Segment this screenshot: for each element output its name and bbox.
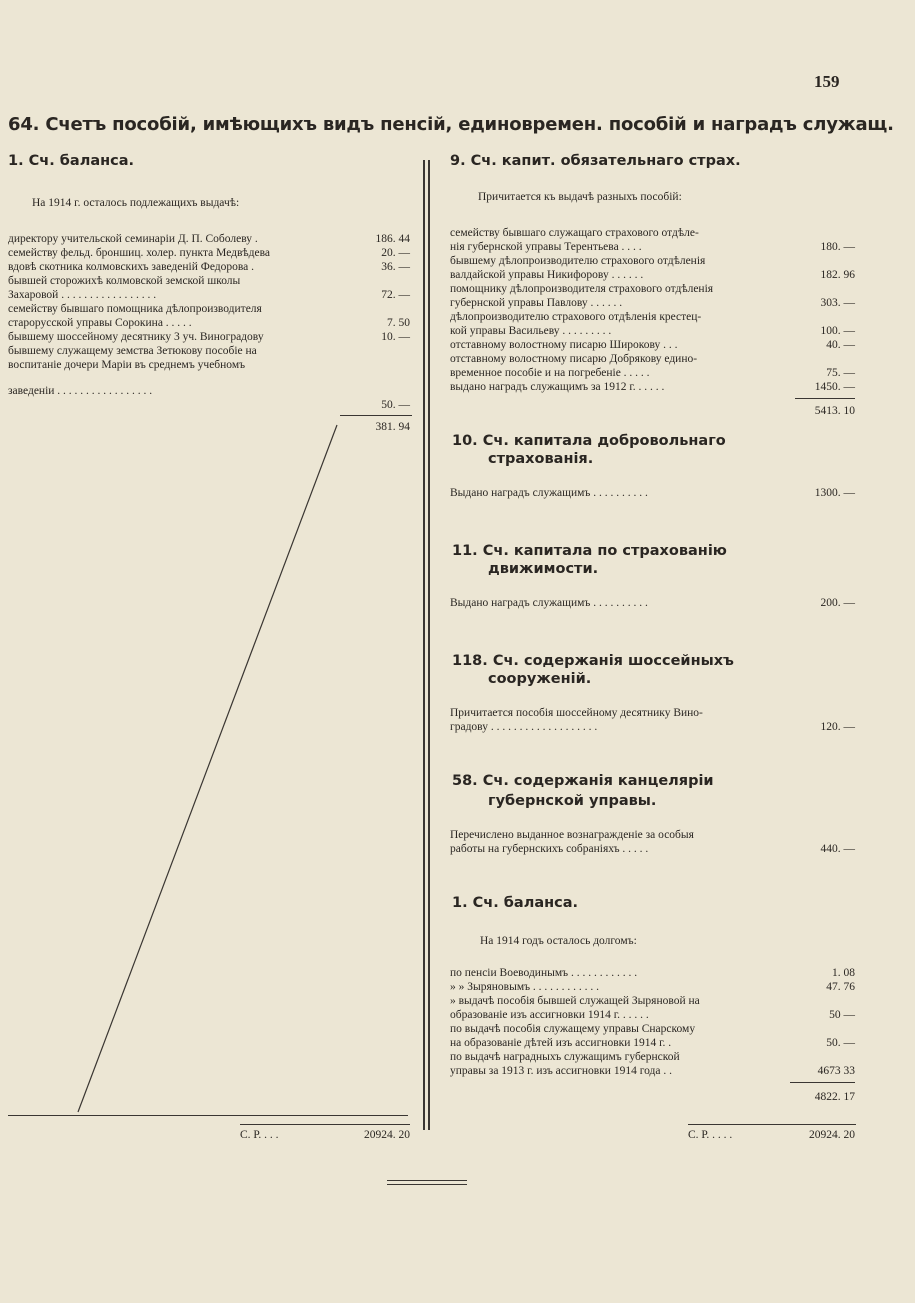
balance-section-title: 1. Сч. баланса. [8,153,135,169]
s9-amount: 303. — [820,297,855,309]
s118-amount: 120. — [820,721,855,733]
s9-amount: 75. — [826,367,855,379]
right-carry-amount: 20924. 20 [809,1129,855,1141]
left-line: семейству фельд. броншиц. холер. пункта Медвѣдева [8,247,271,259]
s9-amount: 1450. — [814,381,855,393]
s10-amount: 1300. — [814,487,855,499]
s9-line: бывшему дѣлопроизводителю страхового отдѣленія [450,255,706,267]
balance-intro: На 1914 г. осталось подлежащихъ выдачѣ: [32,197,240,209]
s9-line: дѣлопроизводителю страхового отдѣленія крестец- [450,311,702,323]
s1-line: по выдачѣ пособія служащему управы Снарскому [450,1023,696,1035]
section-9-title: 9. Сч. капит. обязательнаго страх. [450,153,741,169]
section-11-title: 11. Сч. капитала по страхованію [452,543,727,559]
s9-amount: 182. 96 [820,269,855,281]
s10-line: Выдано наградъ служащимъ . . . . . . . . . . [450,487,648,499]
left-amount: 36. — [381,261,410,273]
right-bottom-rule [688,1124,856,1125]
section-118-title-cont: сооруженій. [488,671,592,687]
s9-line: валдайской управы Никифорову . . . . . . [450,269,644,281]
left-line: бывшей сторожихѣ колмовской земской школы [8,275,241,287]
s58-line: работы на губернскихъ собраніяхъ . . . . . [450,843,649,855]
cancel-diagonal-line [0,0,420,1303]
left-amount: 186. 44 [375,233,410,245]
s1-amount: 50 — [829,1009,855,1021]
s1-line: управы за 1913 г. изъ ассигновки 1914 года . . [450,1065,672,1077]
left-line: заведеніи . . . . . . . . . . . . . . . . . [8,385,153,397]
s11-line: Выдано наградъ служащимъ . . . . . . . . . . [450,597,648,609]
section-9-intro: Причитается къ выдачѣ разныхъ пособій: [478,191,682,203]
s1-line: по пенсіи Воеводинымъ . . . . . . . . . . . . [450,967,638,979]
left-line: семейству бывшаго помощника дѣлопроизводителя [8,303,262,315]
section-10-title-cont: страхованія. [488,451,594,467]
left-carry-label: С. Р. . . . [240,1129,279,1141]
footer-rule-2 [387,1184,467,1185]
s9-line: отставному волостному писарю Добрякову едино- [450,353,698,365]
s9-line: временное пособіе и на погребеніе . . . . . [450,367,650,379]
footer-rule [387,1180,467,1181]
s9-amount: 40. — [826,339,855,351]
left-amount: 50. — [381,399,410,411]
s9-total-rule [795,398,855,399]
left-bottom-rule [8,1115,408,1116]
s9-line: выдано наградъ служащимъ за 1912 г. . . . . . [450,381,665,393]
section-118-title: 118. Сч. содержанія шоссейныхъ [452,653,734,669]
section-1-title: 1. Сч. баланса. [452,895,579,911]
s118-line: Причитается пособія шоссейному десятнику Вино- [450,707,703,719]
left-carry-amount: 20924. 20 [364,1129,410,1141]
section-10-title: 10. Сч. капитала добровольнаго [452,433,726,449]
s9-line: семейству бывшаго служащаго страхового отдѣле- [450,227,699,239]
section-11-title-cont: движимости. [488,561,599,577]
left-line: Захаровой . . . . . . . . . . . . . . . . . [8,289,157,301]
left-line: вдовѣ скотника колмовскихъ заведеній Федорова . [8,261,255,273]
right-carry-label: С. Р. . . . . [688,1129,733,1141]
section-58-title: 58. Сч. содержанія канцеляріи [452,773,714,789]
section-58-title-cont: губернской управы. [488,793,657,809]
s1-total: 4822. 17 [814,1091,855,1103]
s9-amount: 180. — [820,241,855,253]
s1-line: на образованіе дѣтей изъ ассигновки 1914 г. . [450,1037,672,1049]
s11-amount: 200. — [820,597,855,609]
s9-amount: 100. — [820,325,855,337]
s9-line: нія губернской управы Терентьева . . . . [450,241,642,253]
left-amount: 72. — [381,289,410,301]
column-divider-right [428,160,430,1130]
left-bottom-rule-2 [240,1124,410,1125]
s1-amount: 50. — [826,1037,855,1049]
s1-total-rule [790,1082,855,1083]
s1-line: » выдачѣ пособія бывшей служащей Зыряновой на [450,995,700,1007]
page-number: 159 [814,72,840,91]
page-title: 64. Счетъ пособій, имѣющихъ видъ пенсій, единовремен. пособій и наградъ служащ. [8,114,894,135]
s1-amount: 1. 08 [832,967,855,979]
s9-line: помощнику дѣлопроизводителя страхового отдѣленія [450,283,714,295]
s1-line: образованіе изъ ассигновки 1914 г. . . . . . [450,1009,649,1021]
s58-amount: 440. — [820,843,855,855]
s9-line: губернской управы Павлову . . . . . . [450,297,623,309]
s9-total: 5413. 10 [814,405,855,417]
s118-line: градову . . . . . . . . . . . . . . . . . . . [450,721,598,733]
left-line: бывшему служащему земства Зетюкову пособіе на [8,345,257,357]
left-line: старорусской управы Сорокина . . . . . [8,317,192,329]
s1-line: по выдачѣ наградныхъ служащимъ губернской [450,1051,680,1063]
left-line: директору учительской семинаріи Д. П. Соболеву . [8,233,258,245]
left-line: бывшему шоссейному десятнику 3 уч. Виноградову [8,331,264,343]
left-amount: 20. — [381,247,410,259]
s9-line: кой управы Васильеву . . . . . . . . . [450,325,612,337]
section-1-intro: На 1914 годъ осталось долгомъ: [480,935,637,947]
s1-amount: 47. 76 [826,981,855,993]
s58-line: Перечислено выданное вознагражденіе за особыя [450,829,694,841]
s1-amount: 4673 33 [817,1065,855,1077]
s9-line: отставному волостному писарю Широкову . . . [450,339,678,351]
left-subtotal: 381. 94 [375,421,410,433]
left-amount: 10. — [381,331,410,343]
left-amount: 7. 50 [387,317,410,329]
left-line: воспитаніе дочери Маріи въ среднемъ учебномъ [8,359,246,371]
s1-line: » » Зыряновымъ . . . . . . . . . . . . [450,981,600,993]
column-divider-left [423,160,425,1130]
